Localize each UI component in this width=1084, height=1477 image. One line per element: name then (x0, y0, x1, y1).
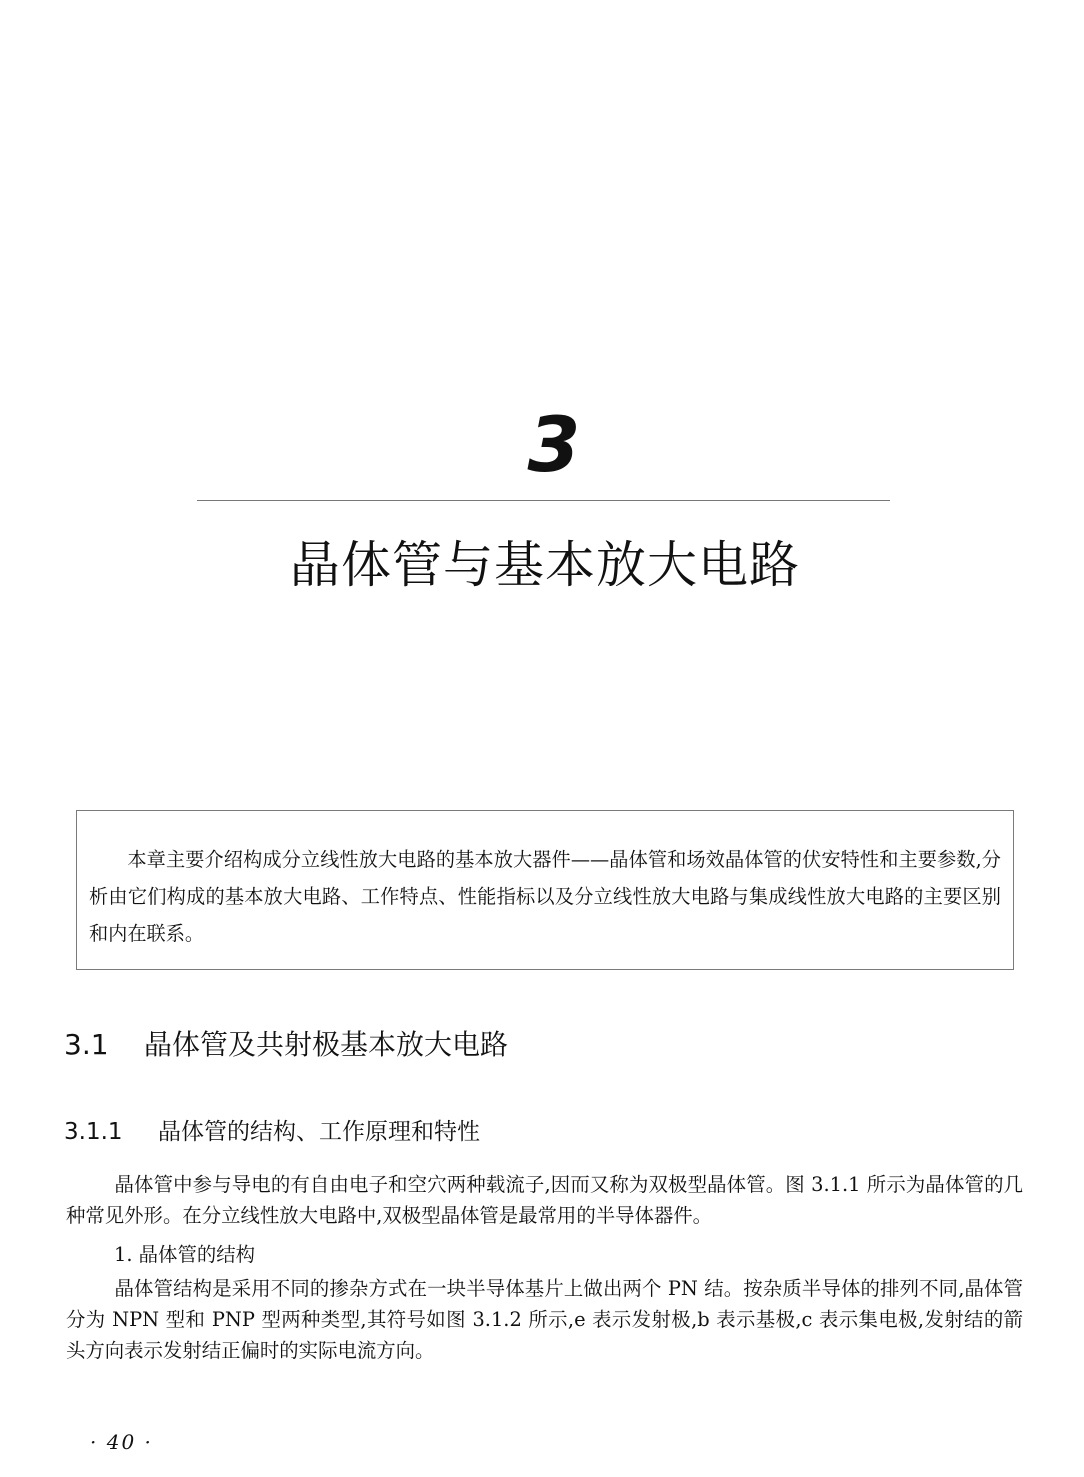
chapter-summary-text: 本章主要介绍构成分立线性放大电路的基本放大器件——晶体管和场效晶体管的伏安特性和主要参数,分析由它们构成的基本放大电路、工作特点、性能指标以及分立线性放大电路与集成线性放大电路的主要区别和内在联系。 (89, 848, 1001, 945)
body-paragraph-1: 晶体管中参与导电的有自由电子和空穴两种载流子,因而又称为双极型晶体管。图 3.1.1 所示为晶体管的几种常见外形。在分立线性放大电路中,双极型晶体管是最常用的半导体器件。 (66, 1173, 1023, 1227)
page-number: · 40 · (90, 1430, 153, 1454)
section-title: 晶体管及共射极基本放大电路 (144, 1028, 509, 1061)
subsection-heading (64, 1114, 480, 1150)
chapter-title: 晶体管与基本放大电路 (290, 536, 800, 594)
section-number: 3.1 (64, 1028, 109, 1061)
chapter-summary-box (76, 810, 1014, 970)
chapter-rule (197, 500, 890, 501)
section-heading (64, 1025, 508, 1065)
subsection-number: 3.1.1 (64, 1119, 123, 1145)
subsection-title: 晶体管的结构、工作原理和特性 (158, 1119, 480, 1145)
list-heading: 1. 晶体管的结构 (114, 1243, 256, 1266)
body-paragraph-2: 晶体管结构是采用不同的掺杂方式在一块半导体基片上做出两个 PN 结。按杂质半导体的排列不同,晶体管分为 NPN 型和 PNP 型两种类型,其符号如图 3.1.2 所示,e 表示发射极,b 表示基极,c 表示集电极,发射结的箭头方向表示发射结正偏时的实际电流方向。 (66, 1277, 1023, 1362)
chapter-number: 3 (527, 400, 581, 489)
